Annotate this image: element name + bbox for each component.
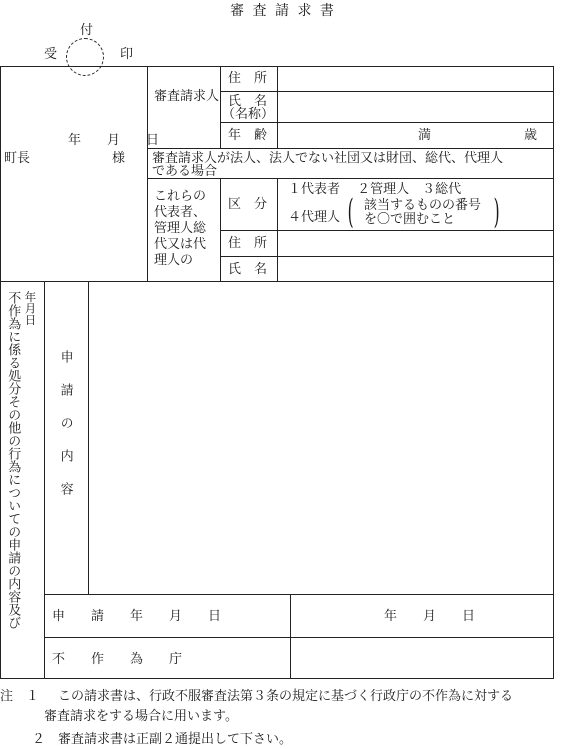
content-label-divider bbox=[88, 281, 89, 594]
line-rep-address-bottom bbox=[220, 256, 554, 257]
corporate-note-line1: 審査請求人が法人、法人でない社団又は財団、総代、代理人 bbox=[152, 151, 504, 166]
requester-age-man: 満 bbox=[418, 128, 432, 143]
application-date-label: 申 請 年 月 日 bbox=[52, 609, 222, 624]
table-left-border bbox=[0, 66, 1, 678]
recipient-date: 年 月 日 bbox=[68, 133, 160, 148]
stamp-label-top: 付 bbox=[80, 23, 94, 38]
line-category-bottom bbox=[220, 230, 554, 231]
stamp-label-left: 受 bbox=[44, 47, 58, 62]
application-side-label: 不作為に係る処分その他の行為についての申請の内容及び bbox=[5, 291, 21, 629]
rep-option-line1: １代表者 ２管理人 ３総代 bbox=[288, 182, 462, 197]
upper-section-bottom bbox=[0, 281, 554, 282]
requester-value-divider bbox=[277, 66, 278, 148]
rep-address-label: 住 所 bbox=[228, 236, 268, 251]
recipient-sama: 様 bbox=[112, 151, 126, 166]
table-right-border bbox=[553, 66, 554, 678]
requester-address-label: 住 所 bbox=[228, 71, 268, 86]
rep-name-label: 氏 名 bbox=[228, 262, 268, 277]
application-side-label-date: 年月日 bbox=[23, 291, 38, 326]
requester-name-label-sub: （名称） bbox=[222, 107, 275, 122]
recipient-divider bbox=[147, 66, 148, 281]
stamp-label-right: 印 bbox=[120, 47, 134, 62]
rep-option-note-2: を〇で囲むこと bbox=[364, 212, 456, 227]
requester-label-divider bbox=[220, 66, 221, 148]
rep-category-label: 区 分 bbox=[228, 197, 268, 212]
application-side-divider bbox=[44, 281, 45, 678]
rep-group-label-3: 管理人総 bbox=[154, 221, 207, 236]
note1-line1: この請求書は、行政不服審査法第３条の規定に基づく行政庁の不作為に対する bbox=[58, 689, 514, 704]
requester-name-label: 氏 名 bbox=[228, 94, 268, 109]
line-content-bottom bbox=[44, 594, 554, 595]
page-title: 審 査 請 求 書 bbox=[230, 3, 336, 19]
rep-group-label-1: これらの bbox=[154, 189, 207, 204]
date-agency-divider bbox=[290, 594, 291, 678]
line-address-bottom bbox=[220, 91, 554, 92]
rep-option-4: ４代理人 bbox=[288, 210, 341, 225]
rep-option-note-1: 該当するものの番号 bbox=[364, 198, 482, 213]
note1-number: 注 １ bbox=[0, 689, 40, 704]
requester-age-label: 年 齢 bbox=[228, 128, 268, 143]
agency-label: 不 作 為 庁 bbox=[52, 652, 183, 667]
line-age-bottom bbox=[147, 148, 554, 149]
rep-group-label-2: 代表者、 bbox=[154, 205, 207, 220]
rep-group-label-5: 理人の bbox=[154, 253, 194, 268]
requester-group-label: 審査請求人 bbox=[154, 89, 220, 104]
rep-note-right-paren: ) bbox=[493, 192, 500, 232]
table-bottom-border bbox=[0, 678, 554, 679]
rep-note-left-paren: ( bbox=[347, 192, 354, 232]
requester-age-sai: 歳 bbox=[524, 128, 538, 143]
content-label: 申請の内容 bbox=[57, 350, 73, 515]
line-date-bottom bbox=[44, 637, 554, 638]
note2-line1: 審査請求書は正副２通提出して下さい。 bbox=[58, 732, 293, 747]
reception-stamp-circle bbox=[66, 38, 104, 76]
application-date-value: 年 月 日 bbox=[384, 609, 476, 624]
rep-group-label-4: 代又は代 bbox=[154, 237, 207, 252]
note1-line2: 審査請求をする場合に用います。 bbox=[44, 709, 238, 724]
recipient-town-mayor: 町長 bbox=[4, 151, 31, 166]
note2-number: ２ bbox=[32, 732, 46, 747]
line-name-bottom bbox=[220, 122, 554, 123]
corporate-note-line2: である場合 bbox=[152, 164, 218, 179]
